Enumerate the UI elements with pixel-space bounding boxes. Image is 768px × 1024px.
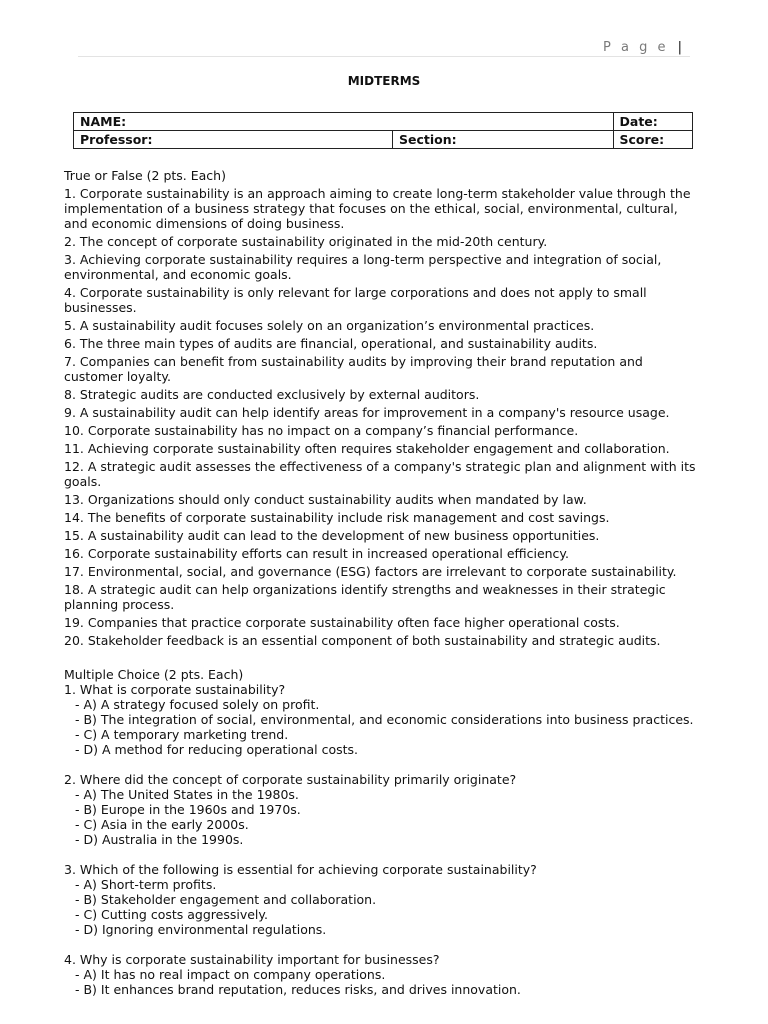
mc-question-group bbox=[64, 862, 704, 937]
mc-option: - B) Stakeholder engagement and collaboration. bbox=[75, 892, 377, 907]
multiple-choice-heading: Multiple Choice (2 pts. Each) bbox=[64, 667, 244, 682]
mc-option: - A) It has no real impact on company operations. bbox=[75, 967, 386, 982]
true-false-item: 13. Organizations should only conduct sustainability audits when mandated by law. bbox=[64, 492, 587, 507]
true-false-item: 17. Environmental, social, and governance (ESG) factors are irrelevant to corporate sustainability. bbox=[64, 564, 677, 579]
true-false-item: 3. Achieving corporate sustainability requires a long-term perspective and integration of social, environmental, and economic goals. bbox=[64, 252, 662, 282]
true-false-item: 14. The benefits of corporate sustainability include risk management and cost savings. bbox=[64, 510, 610, 525]
mc-option: - A) The United States in the 1980s. bbox=[75, 787, 299, 802]
true-false-item: 2. The concept of corporate sustainability originated in the mid-20th century. bbox=[64, 234, 548, 249]
true-false-item: 20. Stakeholder feedback is an essential component of both sustainability and strategic audits. bbox=[64, 633, 661, 648]
mc-option: - D) Ignoring environmental regulations. bbox=[75, 922, 327, 937]
mc-option: - D) A method for reducing operational costs. bbox=[75, 742, 359, 757]
true-false-item: 19. Companies that practice corporate sustainability often face higher operational costs. bbox=[64, 615, 620, 630]
score-field[interactable]: Score: bbox=[613, 131, 692, 149]
true-false-item: 16. Corporate sustainability efforts can result in increased operational efficiency. bbox=[64, 546, 570, 561]
mc-question-group bbox=[64, 682, 704, 757]
true-false-item: 15. A sustainability audit can lead to the development of new business opportunities. bbox=[64, 528, 600, 543]
mc-question: 1. What is corporate sustainability? bbox=[64, 682, 286, 697]
page-bar: | bbox=[677, 40, 682, 55]
mc-question: 2. Where did the concept of corporate sustainability primarily originate? bbox=[64, 772, 517, 787]
true-false-item: 5. A sustainability audit focuses solely on an organization’s environmental practices. bbox=[64, 318, 595, 333]
name-field[interactable]: NAME: bbox=[74, 113, 614, 131]
mc-option: - B) Europe in the 1960s and 1970s. bbox=[75, 802, 301, 817]
mc-option: - C) A temporary marketing trend. bbox=[75, 727, 289, 742]
true-false-item: 11. Achieving corporate sustainability often requires stakeholder engagement and collaboration. bbox=[64, 441, 670, 456]
true-false-item: 18. A strategic audit can help organizations identify strengths and weaknesses in their strategic planning process. bbox=[64, 582, 666, 612]
mc-question-group bbox=[64, 952, 704, 997]
true-false-heading: True or False (2 pts. Each) bbox=[64, 168, 226, 183]
section-field[interactable]: Section: bbox=[393, 131, 614, 149]
mc-option: - B) The integration of social, environmental, and economic considerations into business practices. bbox=[75, 712, 694, 727]
mc-option: - A) Short-term profits. bbox=[75, 877, 217, 892]
true-false-item: 7. Companies can benefit from sustainability audits by improving their brand reputation and customer loyalty. bbox=[64, 354, 643, 384]
multiple-choice-list bbox=[64, 682, 704, 997]
professor-field[interactable]: Professor: bbox=[74, 131, 393, 149]
page-number-label bbox=[603, 40, 682, 55]
document-title: MIDTERMS bbox=[347, 74, 421, 88]
mc-option: - D) Australia in the 1990s. bbox=[75, 832, 244, 847]
true-false-list bbox=[64, 186, 704, 648]
date-field[interactable]: Date: bbox=[613, 113, 692, 131]
mc-option: - C) Cutting costs aggressively. bbox=[75, 907, 268, 922]
page-label-text: P a g e bbox=[603, 40, 669, 55]
mc-question: 3. Which of the following is essential for achieving corporate sustainability? bbox=[64, 862, 537, 877]
true-false-item: 8. Strategic audits are conducted exclusively by external auditors. bbox=[64, 387, 480, 402]
mc-option: - A) A strategy focused solely on profit. bbox=[75, 697, 320, 712]
mc-option: - B) It enhances brand reputation, reduces risks, and drives innovation. bbox=[75, 982, 521, 997]
mc-option: - C) Asia in the early 2000s. bbox=[75, 817, 249, 832]
exam-content bbox=[64, 168, 704, 1012]
true-false-item: 12. A strategic audit assesses the effectiveness of a company's strategic plan and alignment with its goals. bbox=[64, 459, 696, 489]
page-header bbox=[78, 38, 690, 57]
true-false-item: 9. A sustainability audit can help identify areas for improvement in a company's resource usage. bbox=[64, 405, 670, 420]
student-info-table bbox=[73, 112, 693, 149]
mc-question-group bbox=[64, 772, 704, 847]
true-false-item: 10. Corporate sustainability has no impact on a company’s financial performance. bbox=[64, 423, 579, 438]
true-false-item: 6. The three main types of audits are financial, operational, and sustainability audits. bbox=[64, 336, 598, 351]
true-false-item: 4. Corporate sustainability is only relevant for large corporations and does not apply to small businesses. bbox=[64, 285, 647, 315]
mc-question: 4. Why is corporate sustainability important for businesses? bbox=[64, 952, 440, 967]
true-false-item: 1. Corporate sustainability is an approach aiming to create long-term stakeholder value through the implementation of a business strategy that focuses on the ethical, social, environmental, cultural, and economic dimensions of doing business. bbox=[64, 186, 691, 231]
